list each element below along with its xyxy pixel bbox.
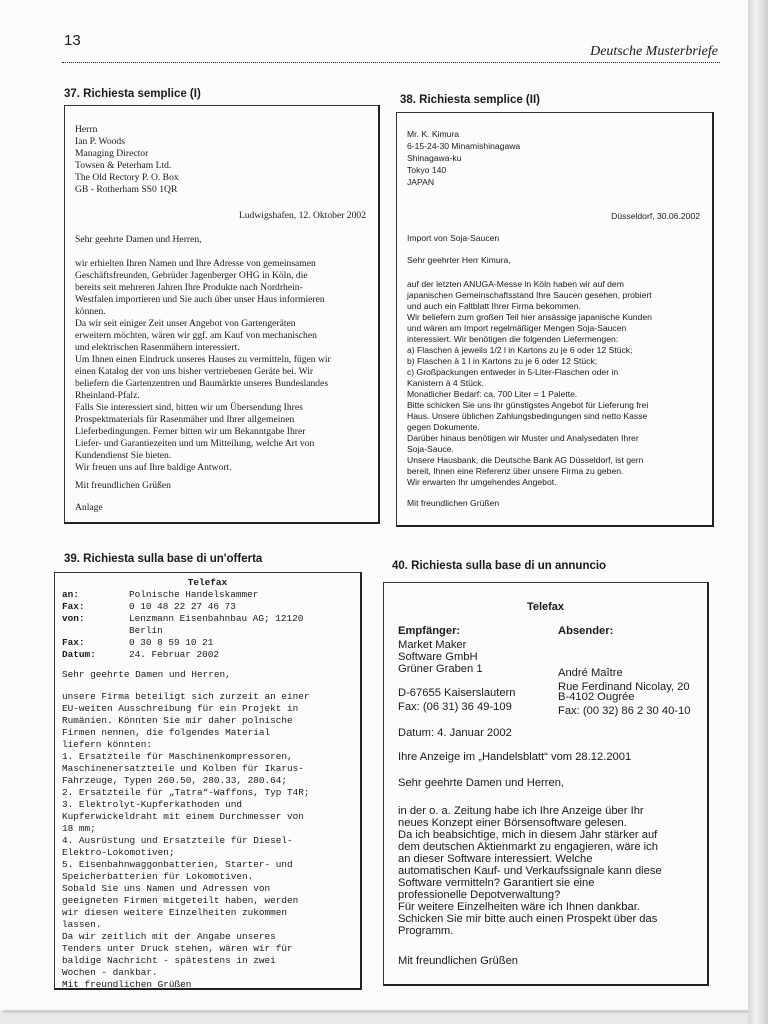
letter-38-line: Haus. Unsere üblichen Zahlungsbedingungen sind netto Kasse: [407, 411, 648, 421]
letter-39-line: Tenders unter Druck stehen, wären wir für: [62, 943, 293, 954]
letter-39-line: 18 mm;: [62, 823, 96, 834]
letter-40-line: Sehr geehrte Damen und Herren,: [398, 777, 565, 789]
letter-39-line: Telefax: [187, 577, 228, 588]
letter-37-line: Sehr geehrte Damen und Herren,: [75, 234, 202, 245]
letter-39-line: Sehr geehrte Damen und Herren,: [62, 669, 231, 680]
letter-39-line: Fax:: [62, 637, 85, 648]
letter-37-line: bereits seit mehreren Jahren Ihre Produkte nach Nordrhein-: [75, 282, 303, 293]
letter-39-line: 1. Ersatzteile für Maschinenkompressoren,: [62, 751, 293, 762]
letter-37-line: wir erhielten Ihren Namen und Ihre Adresse von gemeinsamen: [75, 258, 316, 269]
letter-39-line: baldige Nachricht - spätestens in zwei: [62, 955, 276, 966]
letter-39-heading: 39. Richiesta sulla base di un'offerta: [64, 553, 263, 565]
letter-40-box: [383, 582, 709, 986]
letter-37-line: Managing Director: [75, 148, 149, 159]
letter-40-line: Für weitere Einzelheiten wäre ich Ihnen dankbar.: [398, 901, 640, 913]
letter-40-line: Datum: 4. Januar 2002: [398, 727, 512, 739]
letter-40-line: in der o. a. Zeitung habe ich Ihre Anzeige über Ihr: [398, 805, 644, 817]
letter-40-line: dem deutschen Aktienmarkt zu engagieren, wäre ich: [398, 841, 658, 853]
letter-38-line: Shinagawa-ku: [407, 153, 462, 163]
letter-39-line: Speicherbatterien für Lokomotiven.: [62, 871, 254, 882]
letter-38-line: Wir erwarten Ihr umgehendes Angebot.: [407, 477, 557, 487]
letter-37-line: GB - Rotherham SS0 1QR: [75, 184, 178, 195]
letter-38-line: Sehr geehrter Herr Kimura,: [407, 255, 511, 265]
letter-40-line: D-67655 Kaiserslautern: [398, 687, 516, 699]
letter-39-line: Da wir zeitlich mit der Angabe unseres: [62, 931, 276, 942]
letter-37-line: Mit freundlichen Grüßen: [75, 480, 171, 491]
letter-37-line: beliefern die Gartenzentren und Baumärkte unseres Bundeslandes: [75, 378, 329, 389]
letter-39-line: liefern könnten:: [62, 739, 153, 750]
letter-39-line: Berlin: [129, 625, 163, 636]
letter-39-line: Datum:: [62, 649, 96, 660]
letter-38-line: interessiert. Wir benötigen die folgenden Liefermengen:: [407, 334, 619, 344]
letter-38-line: Darüber hinaus benötigen wir Muster und Analysedaten Ihrer: [407, 433, 639, 443]
letter-39-line: geeigneten Firmen mitgeteilt haben, werden: [62, 895, 299, 906]
letter-40-line: Da ich beabsichtige, mich in diesem Jahr stärker auf: [398, 829, 658, 841]
letter-39-line: Rumänien. Könnten Sie mir daher polnische: [62, 715, 293, 726]
letter-39-line: Elektro-Lokomotiven;: [62, 847, 175, 858]
letter-39-line: 4. Ausrüstung und Ersatzteile für Diesel-: [62, 835, 293, 846]
letter-38-line: b) Flaschen à 1 l in Kartons zu je 6 oder 12 Stück;: [407, 356, 598, 366]
letter-37-line: Kundendienst Sie bieten.: [75, 450, 172, 461]
letter-40-line: an dieser Software interessiert. Welche: [398, 853, 593, 865]
letter-40-line: André Maître: [558, 667, 623, 679]
letter-40-line: Market Maker: [398, 639, 467, 651]
letter-39-line: 0 10 48 22 27 46 73: [129, 601, 236, 612]
letter-39-line: 24. Februar 2002: [129, 649, 220, 660]
letter-37-line: können.: [75, 306, 106, 317]
letter-38-line: a) Flaschen à jeweils 1/2 l in Kartons zu je 6 oder 12 Stück;: [407, 345, 633, 355]
letter-40-line: neues Konzept einer Börsensoftware gelesen.: [398, 817, 627, 829]
letter-37-line: einen Katalog der von uns bisher vertriebenen Geräte bei. Wir: [75, 366, 314, 377]
letter-38-line: Unsere Hausbank, die Deutsche Bank AG Düsseldorf, ist gern: [407, 455, 644, 465]
page-number: 13: [64, 32, 81, 49]
letter-40-line: Schicken Sie mir bitte auch einen Prospekt über das: [398, 913, 658, 925]
letter-39-line: 5. Eisenbahnwaggonbatterien, Starter- und: [62, 859, 293, 870]
letter-37-line: Westfalen importieren und Sie auch über unser Haus informieren: [75, 294, 325, 305]
letter-39-line: 0 30 8 59 10 21: [129, 637, 214, 648]
letter-38-line: Wir beliefern zum großen Teil hier ansässige japanische Kunden: [407, 312, 652, 322]
letter-40-line: Software vermitteln? Garantiert sie eine: [398, 877, 595, 889]
letter-37-line: Ian P. Woods: [75, 136, 125, 147]
letter-38-line: Mr. K. Kimura: [407, 129, 460, 139]
letter-38-line: Tokyo 140: [407, 165, 447, 175]
letter-37-line: The Old Rectory P. O. Box: [75, 172, 179, 183]
letter-38-line: bereit, Ihnen eine Referenz über unsere Firma zu geben.: [407, 466, 624, 476]
letter-37-line: Towsen & Peterham Ltd.: [75, 160, 172, 171]
letter-39-line: Polnische Handelskammer: [129, 589, 259, 600]
letter-38-heading: 38. Richiesta semplice (II): [400, 94, 540, 106]
letter-38-line: JAPAN: [407, 177, 435, 187]
letter-39-line: Fax:: [62, 601, 85, 612]
letter-40-line: Ihre Anzeige im „Handelsblatt“ vom 28.12.2001: [398, 751, 632, 763]
letter-38-line: Kanistern à 4 Stück.: [407, 378, 484, 388]
letter-40-line: professionelle Depotverwaltung?: [398, 889, 561, 901]
letter-39-line: unsere Firma beteiligt sich zurzeit an einer: [62, 691, 310, 702]
letter-39-line: Firmen nennen, die folgendes Material: [62, 727, 271, 738]
letter-40-line: Programm.: [398, 925, 454, 937]
letter-39-line: Kupferwickeldraht mit einem Durchmesser von: [62, 811, 304, 822]
letter-37-line: Lieferbedingungen. Ferner bitten wir um Bekanntgabe Ihrer: [75, 426, 306, 437]
letter-39-line: 3. Elektrolyt-Kupferkathoden und: [62, 799, 243, 810]
letter-39-line: an:: [62, 589, 79, 600]
letter-39-box: [54, 572, 362, 990]
letter-37-line: erweitern möchten, wären wir ggf. am Kauf von mechanischen: [75, 330, 317, 341]
letter-39-line: lassen.: [62, 919, 102, 930]
letter-39-line: Wochen - dankbar.: [62, 967, 158, 978]
letter-38-line: Bitte schicken Sie uns Ihr günstigstes Angebot für Lieferung frei: [407, 400, 649, 410]
letter-38-line: Import von Soja-Saucen: [407, 233, 500, 243]
letter-37-line: Da wir seit einiger Zeit unser Angebot von Gartengeräten: [75, 318, 296, 329]
letter-40-line: Telefax: [526, 601, 565, 613]
letter-40-line: Absender:: [558, 625, 614, 637]
letter-38-line: und auch ein Faltblatt Ihrer Firma bekommen.: [407, 301, 581, 311]
letter-39-line: Fahrzeuge, Typen 260.50, 280.33, 280.64;: [62, 775, 288, 786]
letter-38-line: japanischen Gemeinschaftsstand Ihre Saucen gesehen, probiert: [407, 290, 652, 300]
letter-37-line: Ludwigshafen, 12. Oktober 2002: [238, 210, 366, 221]
letter-38-line: 6-15-24-30 Minamishinagawa: [407, 141, 521, 151]
letter-37-line: und elektrischen Rasenmähern interessiert.: [75, 342, 240, 353]
letter-39-line: Mit freundlichen Grüßen: [62, 979, 192, 990]
letter-37-box: [64, 105, 380, 524]
letter-40-line: B-4102 Ougrée: [558, 691, 635, 703]
letter-39-line: von:: [62, 613, 85, 624]
letter-38-box: [396, 112, 714, 527]
letter-38-line: Soja-Sauce.: [407, 444, 454, 454]
letter-40-heading: 40. Richiesta sulla base di un annuncio: [392, 560, 607, 572]
letter-40-line: Software GmbH: [398, 651, 478, 663]
letter-40-line: Rue Ferdinand Nicolay, 20: [558, 681, 690, 693]
letter-37-line: Prospektmaterials für Rasenmäher und Ihrer allgemeinen: [75, 414, 295, 425]
letter-40-line: Fax: (06 31) 36 49-109: [398, 701, 512, 713]
letter-37-line: Rheinland-Pfalz.: [75, 390, 140, 401]
letter-37-line: Liefer- und Garantiezeiten und um Mitteilung, welche Art von: [75, 438, 315, 449]
letter-38-line: gegen Dokumente.: [407, 422, 480, 432]
letter-40-line: automatischen Kauf- und Verkaufssignale kann diese: [398, 865, 662, 877]
letter-37-line: Um Ihnen einen Eindruck unseres Hauses zu vermitteln, fügen wir: [75, 354, 331, 365]
letter-37-line: Falls Sie interessiert sind, bitten wir um Übersendung Ihres: [75, 402, 303, 413]
letter-38-line: und wären am Import regelmäßiger Mengen Soja-Saucen: [407, 323, 627, 333]
letter-37-line: Wir freuen uns auf Ihre baldige Antwort.: [75, 462, 232, 473]
letter-38-line: Düsseldorf, 30.06.2002: [611, 211, 700, 221]
letter-39-line: wir diesen weitere Einzelheiten zukommen: [62, 907, 288, 918]
page-edge: [748, 0, 768, 1024]
letter-37-line: Anlage: [75, 502, 103, 513]
header-rule: [62, 62, 720, 63]
letter-37-line: Geschäftsfreunden, Gebrüder Jagenberger OHG in Köln, die: [75, 270, 308, 281]
letter-37-line: Herrn: [75, 124, 98, 135]
letter-39-line: 2. Ersatzteile für „Tatra“-Waffons, Typ T4R;: [62, 787, 310, 798]
letter-38-line: c) Großpackungen entweder in 5-Liter-Flaschen oder in: [407, 367, 619, 377]
letter-40-line: Fax: (00 32) 86 2 30 40-10: [558, 705, 691, 717]
letter-37-heading: 37. Richiesta semplice (I): [64, 88, 201, 100]
letter-39-line: EU-weiten Ausschreibung für ein Projekt in: [62, 703, 299, 714]
letter-40-line: Grüner Graben 1: [398, 663, 483, 675]
letter-38-line: Mit freundlichen Grüßen: [407, 498, 500, 508]
letter-40-line: Mit freundlichen Grüßen: [398, 955, 519, 967]
letter-40-line: Empfänger:: [398, 625, 461, 637]
letter-38-line: auf der letzten ANUGA-Messe in Köln haben wir auf dem: [407, 279, 624, 289]
running-title: Deutsche Musterbriefe: [590, 44, 718, 59]
letter-39-line: Maschinenersatzteile und Kolben für Ikarus-: [62, 763, 304, 774]
letter-39-line: Sobald Sie uns Namen und Adressen von: [62, 883, 271, 894]
letter-38-line: Monatlicher Bedarf: ca. 700 Liter = 1 Palette.: [407, 389, 578, 399]
letter-39-line: Lenzmann Eisenbahnbau AG; 12120: [129, 613, 304, 624]
